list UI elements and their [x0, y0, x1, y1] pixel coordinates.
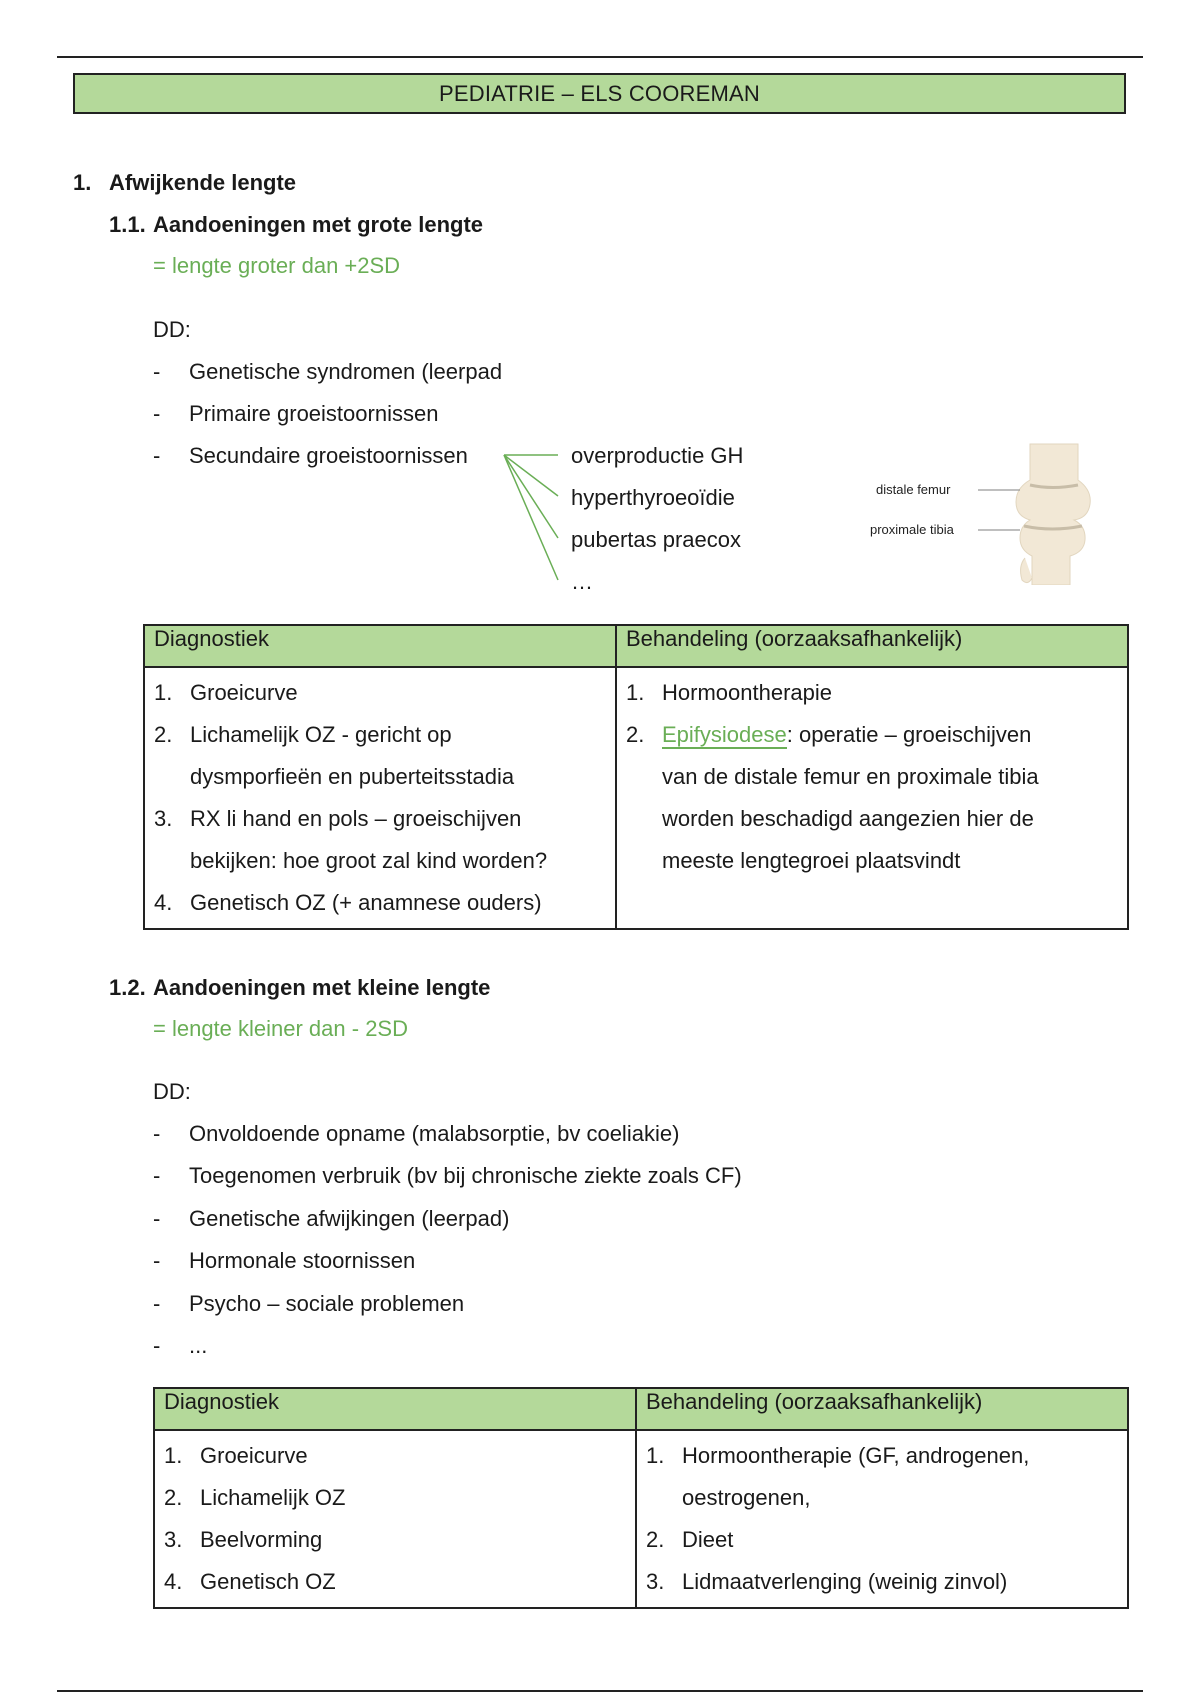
list-item: 2. Dieet — [646, 1527, 734, 1552]
knee-figure — [860, 440, 1110, 585]
dd2-bullet-4: - — [153, 1248, 161, 1273]
behandeling-cell — [636, 1430, 1128, 1608]
list-item-continuation: van de distale femur en proximale tibia — [662, 764, 1039, 789]
table-row — [144, 667, 1128, 929]
list-item: 3. Beelvorming — [164, 1527, 323, 1552]
list-item: 2. Epifysiodese: operatie – groeischijven — [626, 722, 1032, 747]
figure-label-femur: distale femur — [876, 482, 951, 497]
table-header-diagnostiek: Diagnostiek — [144, 625, 616, 667]
dd1-item-3: Secundaire groeistoornissen — [189, 443, 468, 468]
table-header-row — [154, 1388, 1128, 1430]
knee-illustration — [860, 440, 1110, 585]
table-large-height — [143, 624, 1129, 930]
subsection-1-number: 1.1. — [109, 212, 146, 237]
dd2-item-5: Psycho – sociale problemen — [189, 1291, 465, 1316]
list-item: 1. Groeicurve — [154, 680, 298, 705]
dd1-bullet-2: - — [153, 401, 161, 426]
section-number: 1. — [73, 170, 92, 195]
dd2-item-1: Onvoldoende opname (malabsorptie, bv coeliakie) — [189, 1121, 680, 1146]
dd2-bullet-5: - — [153, 1291, 161, 1316]
subsection-2-title: Aandoeningen met kleine lengte — [153, 975, 491, 1000]
table-header-diagnostiek: Diagnostiek — [154, 1388, 636, 1430]
list-item-continuation: meeste lengtegroei plaatsvindt — [662, 848, 961, 873]
dd2-item-3: Genetische afwijkingen (leerpad) — [189, 1206, 510, 1231]
epifysiodese-term: Epifysiodese — [662, 722, 787, 747]
dd2-item-4: Hormonale stoornissen — [189, 1248, 416, 1273]
dd-label-2: DD: — [153, 1079, 191, 1104]
branch-lines — [500, 440, 580, 590]
list-item: 2. Lichamelijk OZ - gericht op — [154, 722, 452, 747]
diagnostiek-cell — [144, 667, 616, 929]
list-item-continuation: bekijken: hoe groot zal kind worden? — [190, 848, 548, 873]
branch-item-1: overproductie GH — [571, 443, 744, 468]
list-item-continuation: oestrogenen, — [682, 1485, 811, 1510]
list-item: 4. Genetisch OZ — [164, 1569, 336, 1594]
table-header-behandeling: Behandeling (oorzaaksafhankelijk) — [636, 1388, 1128, 1430]
branch-item-2: hyperthyroeoïdie — [571, 485, 735, 510]
list-item: 1. Hormoontherapie — [626, 680, 832, 705]
dd2-item-2: Toegenomen verbruik (bv bij chronische ziekte zoals CF) — [189, 1163, 742, 1188]
bottom-rule — [57, 1690, 1143, 1692]
branch-item-4: … — [571, 569, 593, 594]
document-title: PEDIATRIE – ELS COOREMAN — [438, 80, 761, 106]
figure-label-tibia: proximale tibia — [870, 522, 954, 537]
table-small-height — [153, 1387, 1129, 1609]
dd2-bullet-3: - — [153, 1206, 161, 1231]
table-row — [154, 1430, 1128, 1608]
dd1-bullet-3: - — [153, 443, 161, 468]
subsection-1-title: Aandoeningen met grote lengte — [153, 212, 484, 237]
branch-item-3: pubertas praecox — [571, 527, 741, 552]
list-item-continuation: dysmporfieën en puberteitsstadia — [190, 764, 515, 789]
subsection-2-number: 1.2. — [109, 975, 146, 1000]
top-rule — [57, 56, 1143, 58]
dd2-bullet-6: - — [153, 1333, 161, 1358]
list-item: 2. Lichamelijk OZ — [164, 1485, 346, 1510]
dd2-bullet-1: - — [153, 1121, 161, 1146]
list-item: 1. Groeicurve — [164, 1443, 308, 1468]
table-header-row — [144, 625, 1128, 667]
dd2-bullet-2: - — [153, 1163, 161, 1188]
subsection-2-definition: = lengte kleiner dan - 2SD — [153, 1016, 408, 1041]
behandeling-cell — [616, 667, 1128, 929]
diagnostiek-cell — [154, 1430, 636, 1608]
dd1-bullet-1: - — [153, 359, 161, 384]
section-title: Afwijkende lengte — [109, 170, 297, 195]
dd1-item-1: Genetische syndromen (leerpad — [189, 359, 503, 384]
list-item: 3. Lidmaatverlenging (weinig zinvol) — [646, 1569, 1008, 1594]
document-title-box — [73, 73, 1126, 114]
dd1-item-2: Primaire groeistoornissen — [189, 401, 439, 426]
subsection-1-definition: = lengte groter dan +2SD — [153, 253, 401, 278]
table-header-behandeling: Behandeling (oorzaaksafhankelijk) — [616, 625, 1128, 667]
list-item: 1. Hormoontherapie (GF, androgenen, — [646, 1443, 1030, 1468]
list-item: 4. Genetisch OZ (+ anamnese ouders) — [154, 890, 542, 915]
list-item-continuation: worden beschadigd aangezien hier de — [662, 806, 1034, 831]
list-item: 3. RX li hand en pols – groeischijven — [154, 806, 522, 831]
dd2-item-6: ... — [189, 1333, 208, 1358]
dd-label-1: DD: — [153, 317, 191, 342]
